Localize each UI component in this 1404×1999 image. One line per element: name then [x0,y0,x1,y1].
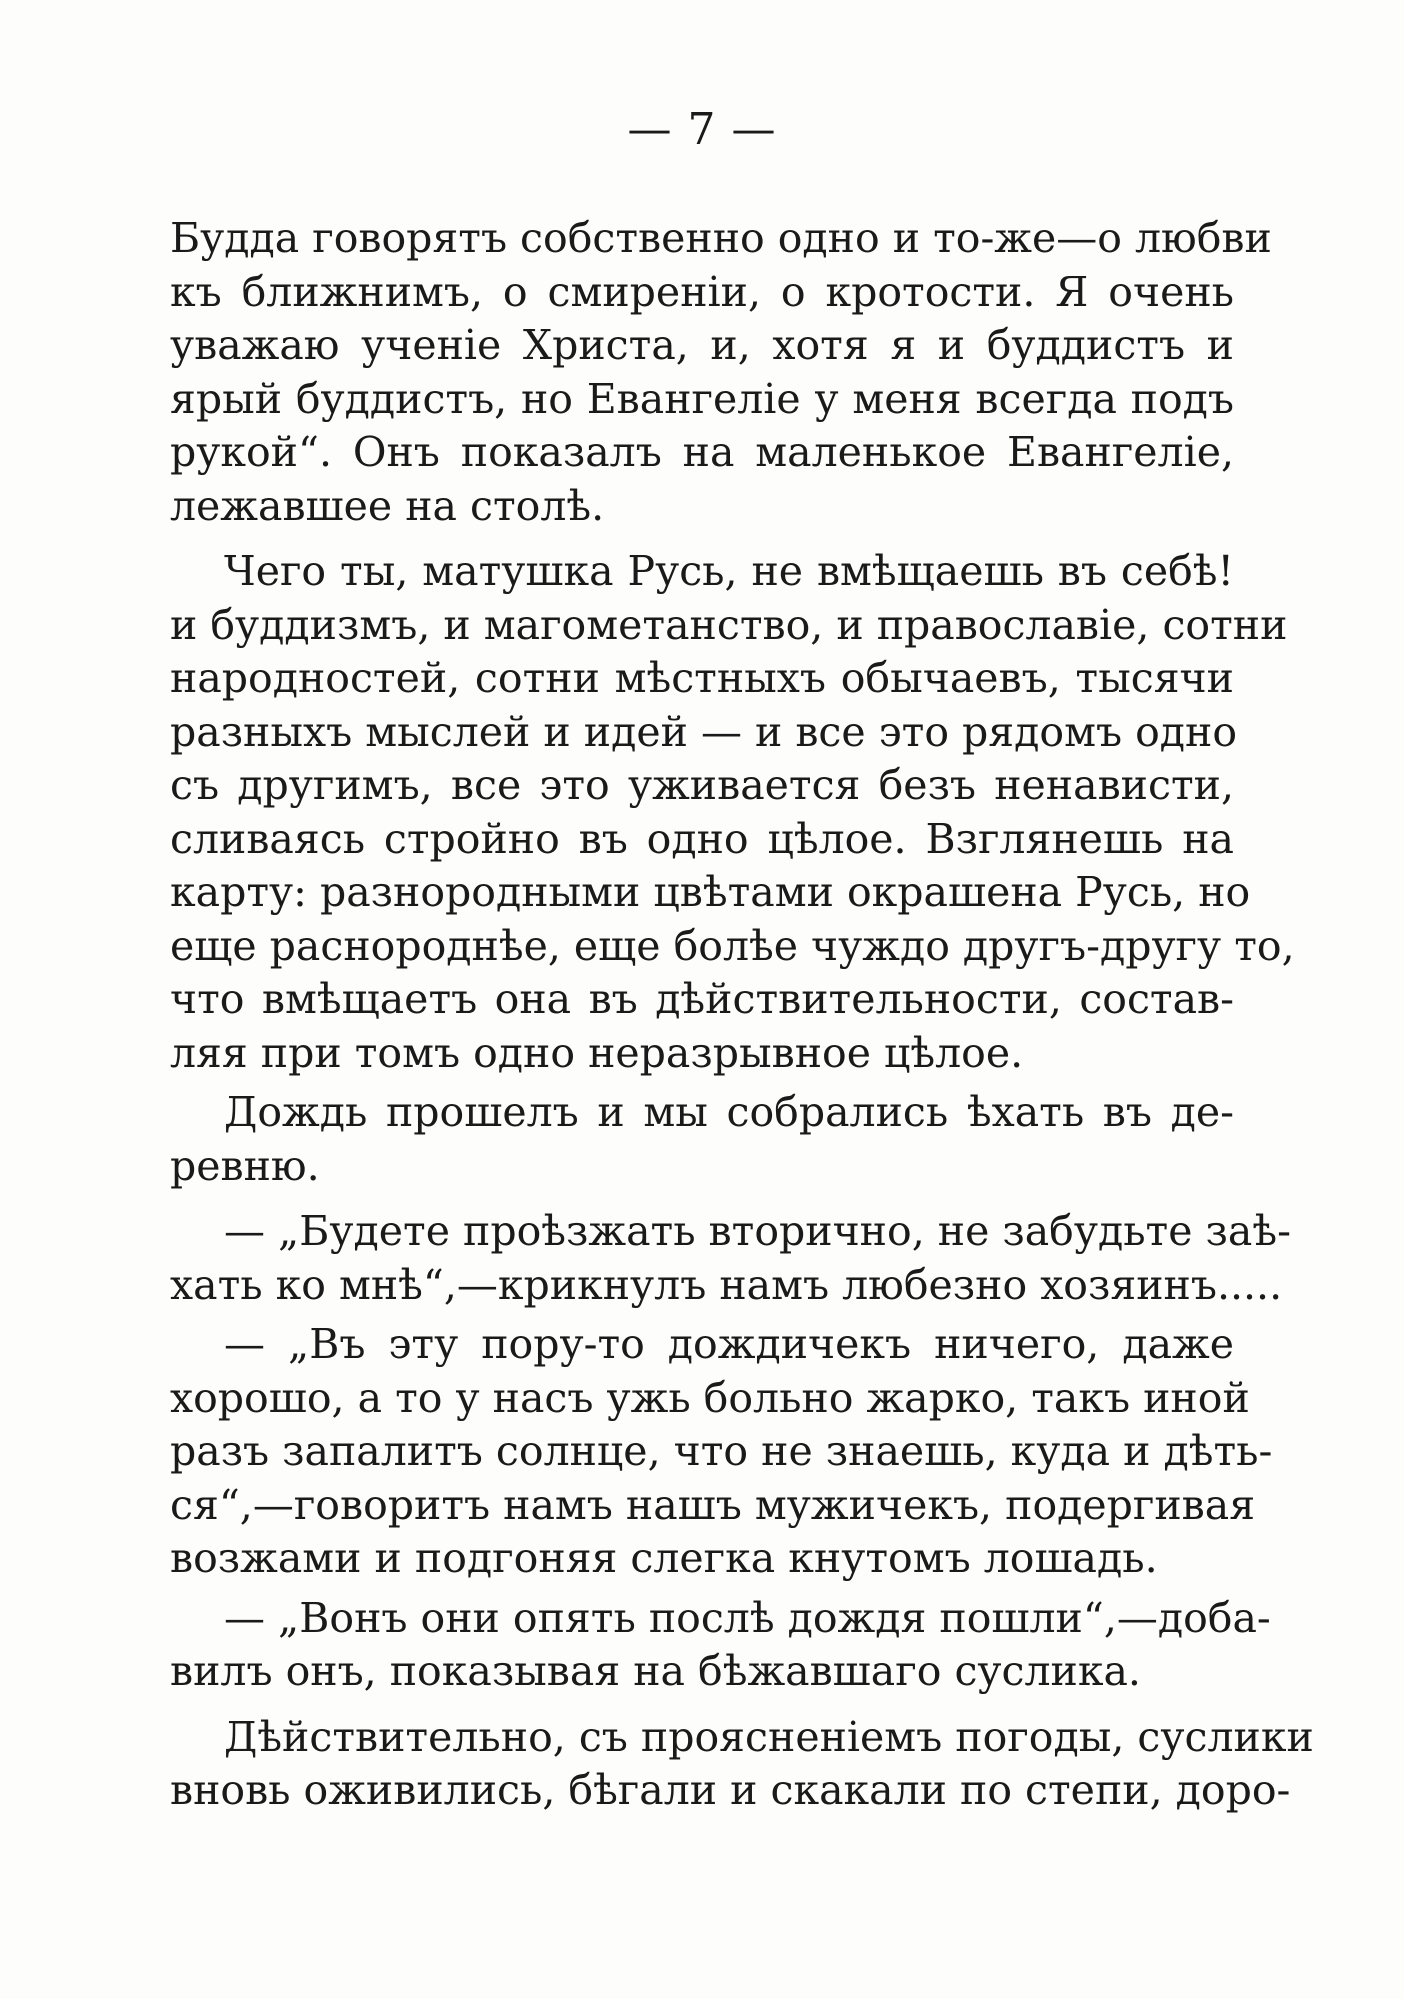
text-line: — „Вонъ они опять послѣ дождя пошли“,—доба- [224,1593,1271,1642]
text-line: къ ближнимъ, о смиреніи, о кротости. Я очень [170,267,1234,316]
text-line: ляя при томъ одно неразрывное цѣлое. [170,1028,1024,1077]
body-text [170,212,1314,1818]
text-line: ярый буддистъ, но Евангеліе у меня всегда подъ [170,374,1234,423]
text-line: что вмѣщаетъ она въ дѣйствительности, состав- [170,975,1234,1023]
text-line: ся“,—говоритъ намъ нашъ мужичекъ, подергивая [170,1480,1256,1529]
text-line: разъ запалитъ солнце, что не знаешь, куда и дѣть- [170,1427,1273,1475]
text-line: Чего ты, матушка Русь, не вмѣщаешь въ себѣ! [224,547,1234,595]
text-line: вилъ онъ, показывая на бѣжавшаго суслика. [170,1647,1141,1695]
text-line: рукой“. Онъ показалъ на маленькое Евангеліе, [170,428,1234,476]
text-line: Дождь прошелъ и мы собрались ѣхать въ де- [224,1088,1234,1136]
page-number: — 7 — [627,104,777,155]
text-line: лежавшее на столѣ. [170,481,605,530]
text-line: Будда говорятъ собственно одно и то-же—о любви [170,214,1272,262]
text-line: вновь оживились, бѣгали и скакали по степи, доро- [170,1766,1291,1814]
text-line: карту: разнородными цвѣтами окрашена Русь, но [170,868,1251,916]
text-line: ревню. [170,1141,320,1190]
text-line: уважаю ученіе Христа, и, хотя я и буддистъ и [170,321,1234,369]
text-line: разныхъ мыслей и идей — и все это рядомъ одно [170,707,1238,756]
text-line: съ другимъ, все это уживается безъ ненависти, [170,761,1234,809]
text-line: — „Въ эту пору-то дождичекъ ничего, даже [224,1320,1234,1368]
text-line: Дѣйствительно, съ проясненіемъ погоды, суслики [224,1712,1314,1761]
text-line: хорошо, а то у насъ ужь больно жарко, такъ иной [170,1373,1250,1422]
text-line: народностей, сотни мѣстныхъ обычаевъ, тысячи [170,654,1234,702]
text-line: и буддизмъ, и магометанство, и православіе, сотни [170,600,1288,649]
text-line: сливаясь стройно въ одно цѣлое. Взглянешь на [170,814,1234,863]
text-line: возжами и подгоняя слегка кнутомъ лошадь. [170,1534,1158,1582]
text-line: хать ко мнѣ“,—крикнулъ намъ любезно хозяинъ..... [170,1260,1283,1309]
text-line: еще раснороднѣе, еще болѣе чуждо другъ-другу то, [170,921,1295,970]
text-line: — „Будете проѣзжать вторично, не забудьте заѣ- [224,1207,1291,1255]
